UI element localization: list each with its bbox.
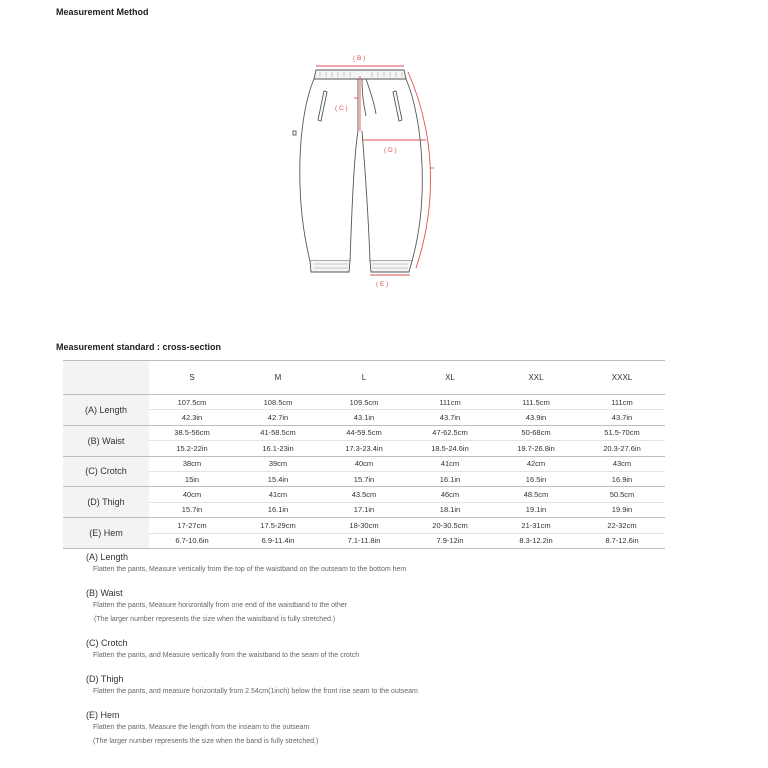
label-e: ( E ) [376,281,389,288]
label-d: ( D ) [384,147,397,154]
table-cell: 15in [149,471,235,486]
table-cell: 7.1-11.8in [321,533,407,548]
table-cell: 19.1in [493,502,579,517]
table-cell: 107.5cm [149,395,235,410]
table-row [63,502,665,517]
table-row [63,441,665,456]
table-cell: 16.9in [579,471,665,486]
table-cell: 46cm [407,487,493,502]
table-cell: 42.3in [149,410,235,425]
table-cell: 50-68cm [493,425,579,440]
table-cell: 16.1-23in [235,441,321,456]
table-cell: 47-62.5cm [407,425,493,440]
table-cell: 20-30.5cm [407,518,493,533]
label-b: ( B ) [353,55,366,62]
definition-text: Flatten the pants, Measure vertically from the top of the waistband on the outseam to the bottom hem [93,566,407,573]
table-row [63,456,665,471]
table-cell: 43.5cm [321,487,407,502]
table-cell: 39cm [235,456,321,471]
table-cell: 41cm [407,456,493,471]
table-cell: 109.5cm [321,395,407,410]
table-cell: 38.5-56cm [149,425,235,440]
table-cell: 20.3-27.6in [579,441,665,456]
table-row [63,487,665,502]
size-table [63,360,665,549]
size-header: M [235,361,321,395]
table-cell: 15.2-22in [149,441,235,456]
table-cell: 42.7in [235,410,321,425]
table-cell: 8.3-12.2in [493,533,579,548]
definition-term: (A) Length [86,552,129,562]
label-c: ( C ) [335,105,348,112]
table-row [63,410,665,425]
table-cell: 40cm [321,456,407,471]
table-cell: 44-59.5cm [321,425,407,440]
definition-note: (The larger number represents the size when the band is fully stretched.) [93,738,319,745]
measurement-definitions [86,551,726,749]
table-row [63,395,665,410]
definition-text: Flatten the pants, Measure the length from the inseam to the outseam [93,724,310,731]
table-cell: 18.1in [407,502,493,517]
definition-crotch [86,637,726,663]
table-cell: 16.1in [407,471,493,486]
table-cell: 40cm [149,487,235,502]
table-row [63,471,665,486]
table-cell: 15.4in [235,471,321,486]
definition-note: (The larger number represents the size when the waistband is fully stretched.) [94,616,336,623]
definition-text: Flatten the pants, and Measure vertically from the waistband to the seam of the crotch [93,652,360,659]
table-cell: 43.9in [493,410,579,425]
definition-waist [86,587,726,627]
table-row [63,533,665,548]
definition-term: (B) Waist [86,588,123,598]
table-cell: 8.7-12.6in [579,533,665,548]
table-row [63,425,665,440]
size-header: XXL [493,361,579,395]
table-cell: 15.7in [321,471,407,486]
definition-hem [86,709,726,749]
table-cell: 19.7-26.8in [493,441,579,456]
table-cell: 15.7in [149,502,235,517]
table-cell: 7.9-12in [407,533,493,548]
table-cell: 111.5cm [493,395,579,410]
table-cell: 21-31cm [493,518,579,533]
row-label-hem: (E) Hem [63,518,149,549]
table-row [63,518,665,533]
definition-text: Flatten the pants, and measure horizontally from 2.54cm(1inch) below the front rise seam to the outseam [93,688,418,695]
row-label-crotch: (C) Crotch [63,456,149,487]
table-cell: 50.5cm [579,487,665,502]
size-header: L [321,361,407,395]
table-cell: 17.1in [321,502,407,517]
table-cell: 42cm [493,456,579,471]
table-cell: 18.5-24.6in [407,441,493,456]
table-cell: 48.5cm [493,487,579,502]
table-cell: 6.7-10.6in [149,533,235,548]
table-cell: 111cm [407,395,493,410]
table-cell: 17-27cm [149,518,235,533]
definition-term: (C) Crotch [86,638,128,648]
table-cell: 16.5in [493,471,579,486]
table-cell: 43.1in [321,410,407,425]
definition-text: Flatten the pants, Measure horizontally from one end of the waistband to the other [93,602,348,609]
pants-measurement-diagram [280,46,460,294]
table-cell: 41cm [235,487,321,502]
table-cell: 111cm [579,395,665,410]
definition-term: (D) Thigh [86,674,124,684]
table-cell: 16.1in [235,502,321,517]
row-label-thigh: (D) Thigh [63,487,149,518]
table-corner-cell [63,361,149,395]
table-cell: 43.7in [579,410,665,425]
table-cell: 43cm [579,456,665,471]
measurement-standard-heading: Measurement standard : cross-section [56,342,222,352]
table-cell: 18-30cm [321,518,407,533]
table-cell: 38cm [149,456,235,471]
table-cell: 17.3-23.4in [321,441,407,456]
size-header: XXXL [579,361,665,395]
row-label-waist: (B) Waist [63,425,149,456]
table-header-row [63,361,665,395]
table-cell: 51.5-70cm [579,425,665,440]
table-cell: 41-58.5cm [235,425,321,440]
definition-term: (E) Hem [86,710,120,720]
size-header: S [149,361,235,395]
table-cell: 108.5cm [235,395,321,410]
measurement-method-heading: Measurement Method [56,7,149,17]
definition-thigh [86,673,726,699]
row-label-length: (A) Length [63,395,149,426]
definition-length [86,551,726,577]
table-cell: 43.7in [407,410,493,425]
table-cell: 22-32cm [579,518,665,533]
table-cell: 19.9in [579,502,665,517]
table-cell: 6.9-11.4in [235,533,321,548]
table-cell: 17.5-29cm [235,518,321,533]
size-header: XL [407,361,493,395]
